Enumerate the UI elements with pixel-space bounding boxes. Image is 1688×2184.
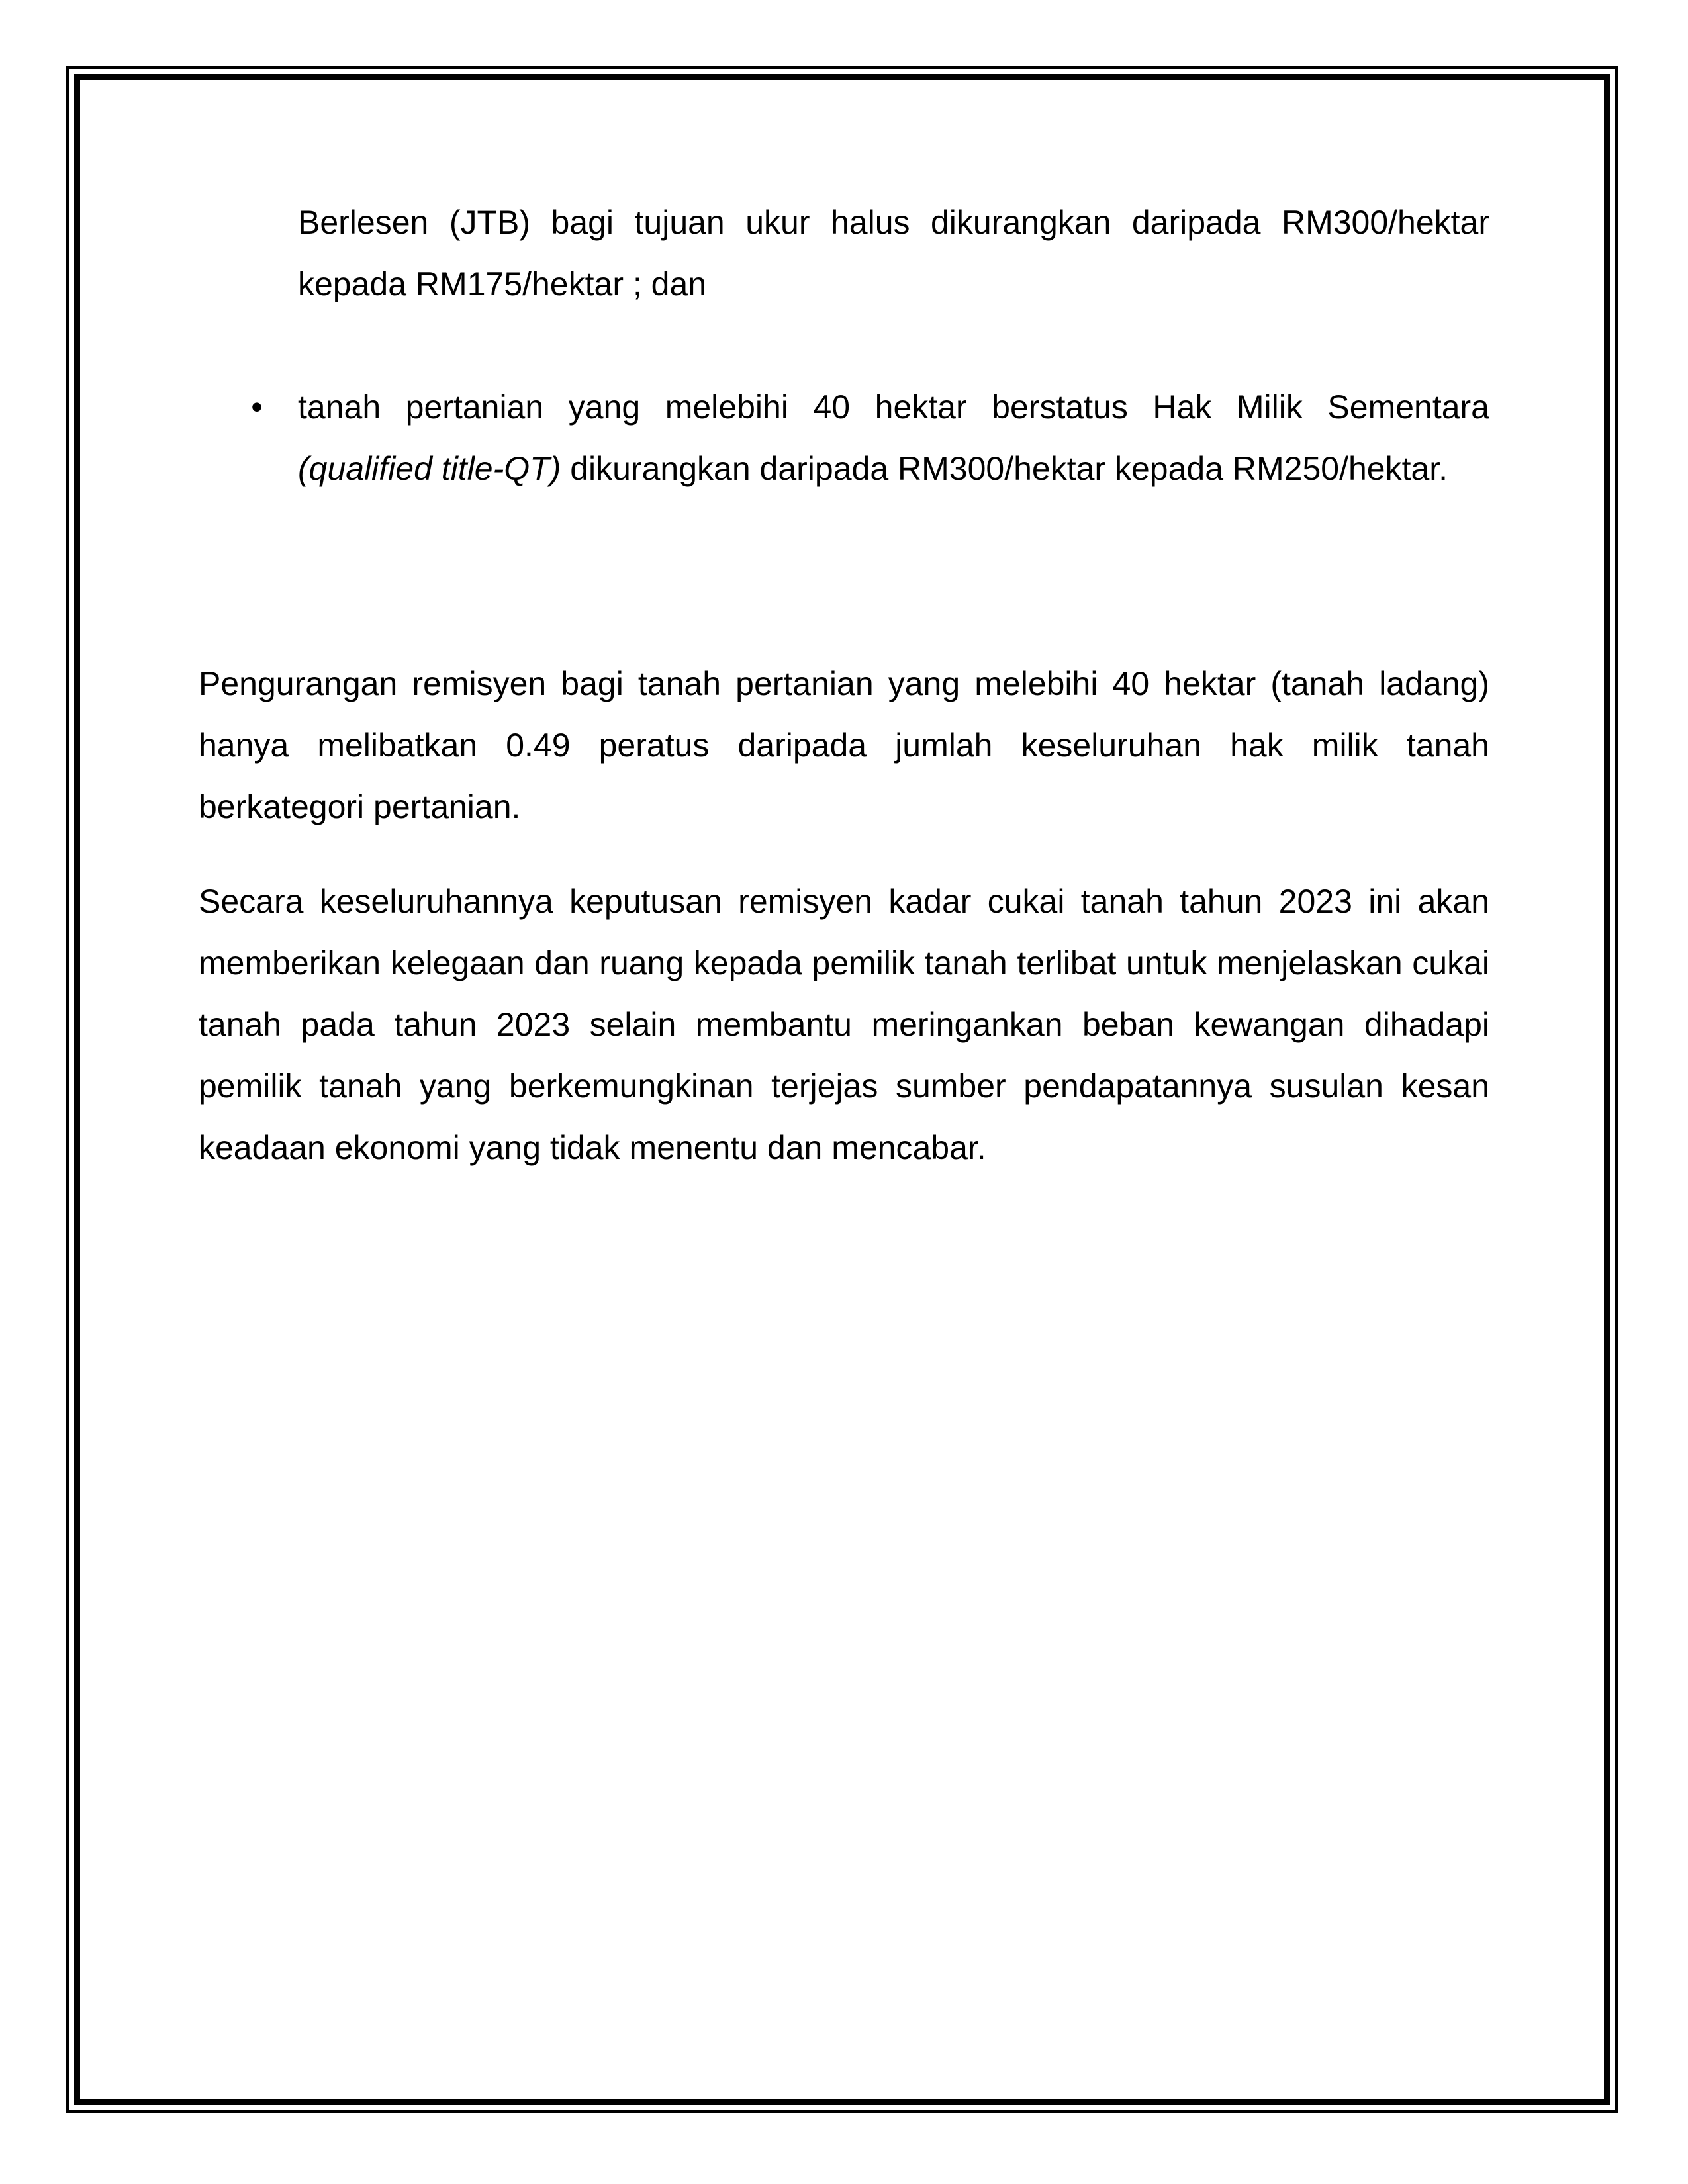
- list-item-continuation: Berlesen (JTB) bagi tujuan ukur halus dikurangkan daripada RM300/hektar kepada RM175/hektar ; dan: [298, 204, 1489, 302]
- document-body: [199, 192, 1489, 1212]
- list-item-text-italic: (qualified title-QT): [298, 450, 561, 487]
- list-item-text-end: dikurangkan daripada RM300/hektar kepada RM250/hektar.: [561, 450, 1448, 487]
- list-item-text-start: tanah pertanian yang melebihi 40 hektar berstatus Hak Milik Sementara: [298, 388, 1489, 426]
- paragraph-remission-reduction: Pengurangan remisyen bagi tanah pertanian yang melebihi 40 hektar (tanah ladang) hanya melibatkan 0.49 peratus daripada jumlah keseluruhan hak milik tanah berkategori pertanian.: [199, 665, 1489, 825]
- bullet-icon: •: [251, 388, 263, 426]
- paragraph-conclusion: Secara keseluruhannya keputusan remisyen kadar cukai tanah tahun 2023 ini akan memberikan kelegaan dan ruang kepada pemilik tanah terlibat untuk menjelaskan cukai tanah pada tahun 2023 selain membantu meringankan beban kewangan dihadapi pemilik tanah yang berkemungkinan terjejas sumber pendapatannya susulan kesan keadaan ekonomi yang tidak menentu dan mencabar.: [199, 883, 1489, 1166]
- list-item: [251, 377, 1489, 500]
